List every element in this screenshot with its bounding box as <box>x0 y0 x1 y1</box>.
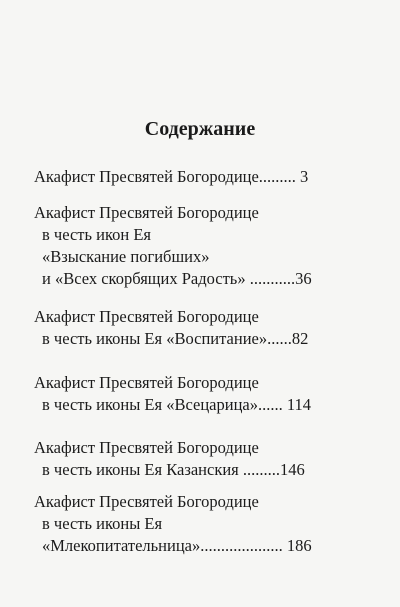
toc-entry-line: в честь иконы Ея <box>42 514 163 533</box>
toc-entry <box>34 437 305 481</box>
toc-entry-line: Акафист Пресвятей Богородице <box>34 203 259 222</box>
toc-entry <box>34 306 308 350</box>
toc-entry-line: Акафист Пресвятей Богородице......... 3 <box>34 167 309 186</box>
toc-entry <box>34 491 312 557</box>
toc-entry-line: «Взыскание погибших» <box>42 247 210 266</box>
toc-entry-line: в честь иконы Ея «Всецарица»...... 114 <box>42 395 311 414</box>
toc-entry-line: в честь икон Ея <box>42 225 152 244</box>
toc-entry <box>34 166 308 188</box>
toc-entry <box>34 202 312 290</box>
toc-title: Содержание <box>144 118 256 140</box>
toc-entry-line: Акафист Пресвятей Богородице <box>34 307 259 326</box>
toc-entry <box>34 372 311 416</box>
toc-entry-line: Акафист Пресвятей Богородице <box>34 492 259 511</box>
toc-entry-line: и «Всех скорбящих Радость» ...........36 <box>42 269 312 288</box>
toc-entry-line: в честь иконы Ея «Воспитание»......82 <box>42 329 309 348</box>
toc-entry-line: в честь иконы Ея Казанския .........146 <box>42 460 305 479</box>
toc-entry-line: Акафист Пресвятей Богородице <box>34 373 259 392</box>
toc-entry-line: Акафист Пресвятей Богородице <box>34 438 259 457</box>
toc-entry-line: «Млекопитательница».................... 186 <box>42 536 312 555</box>
